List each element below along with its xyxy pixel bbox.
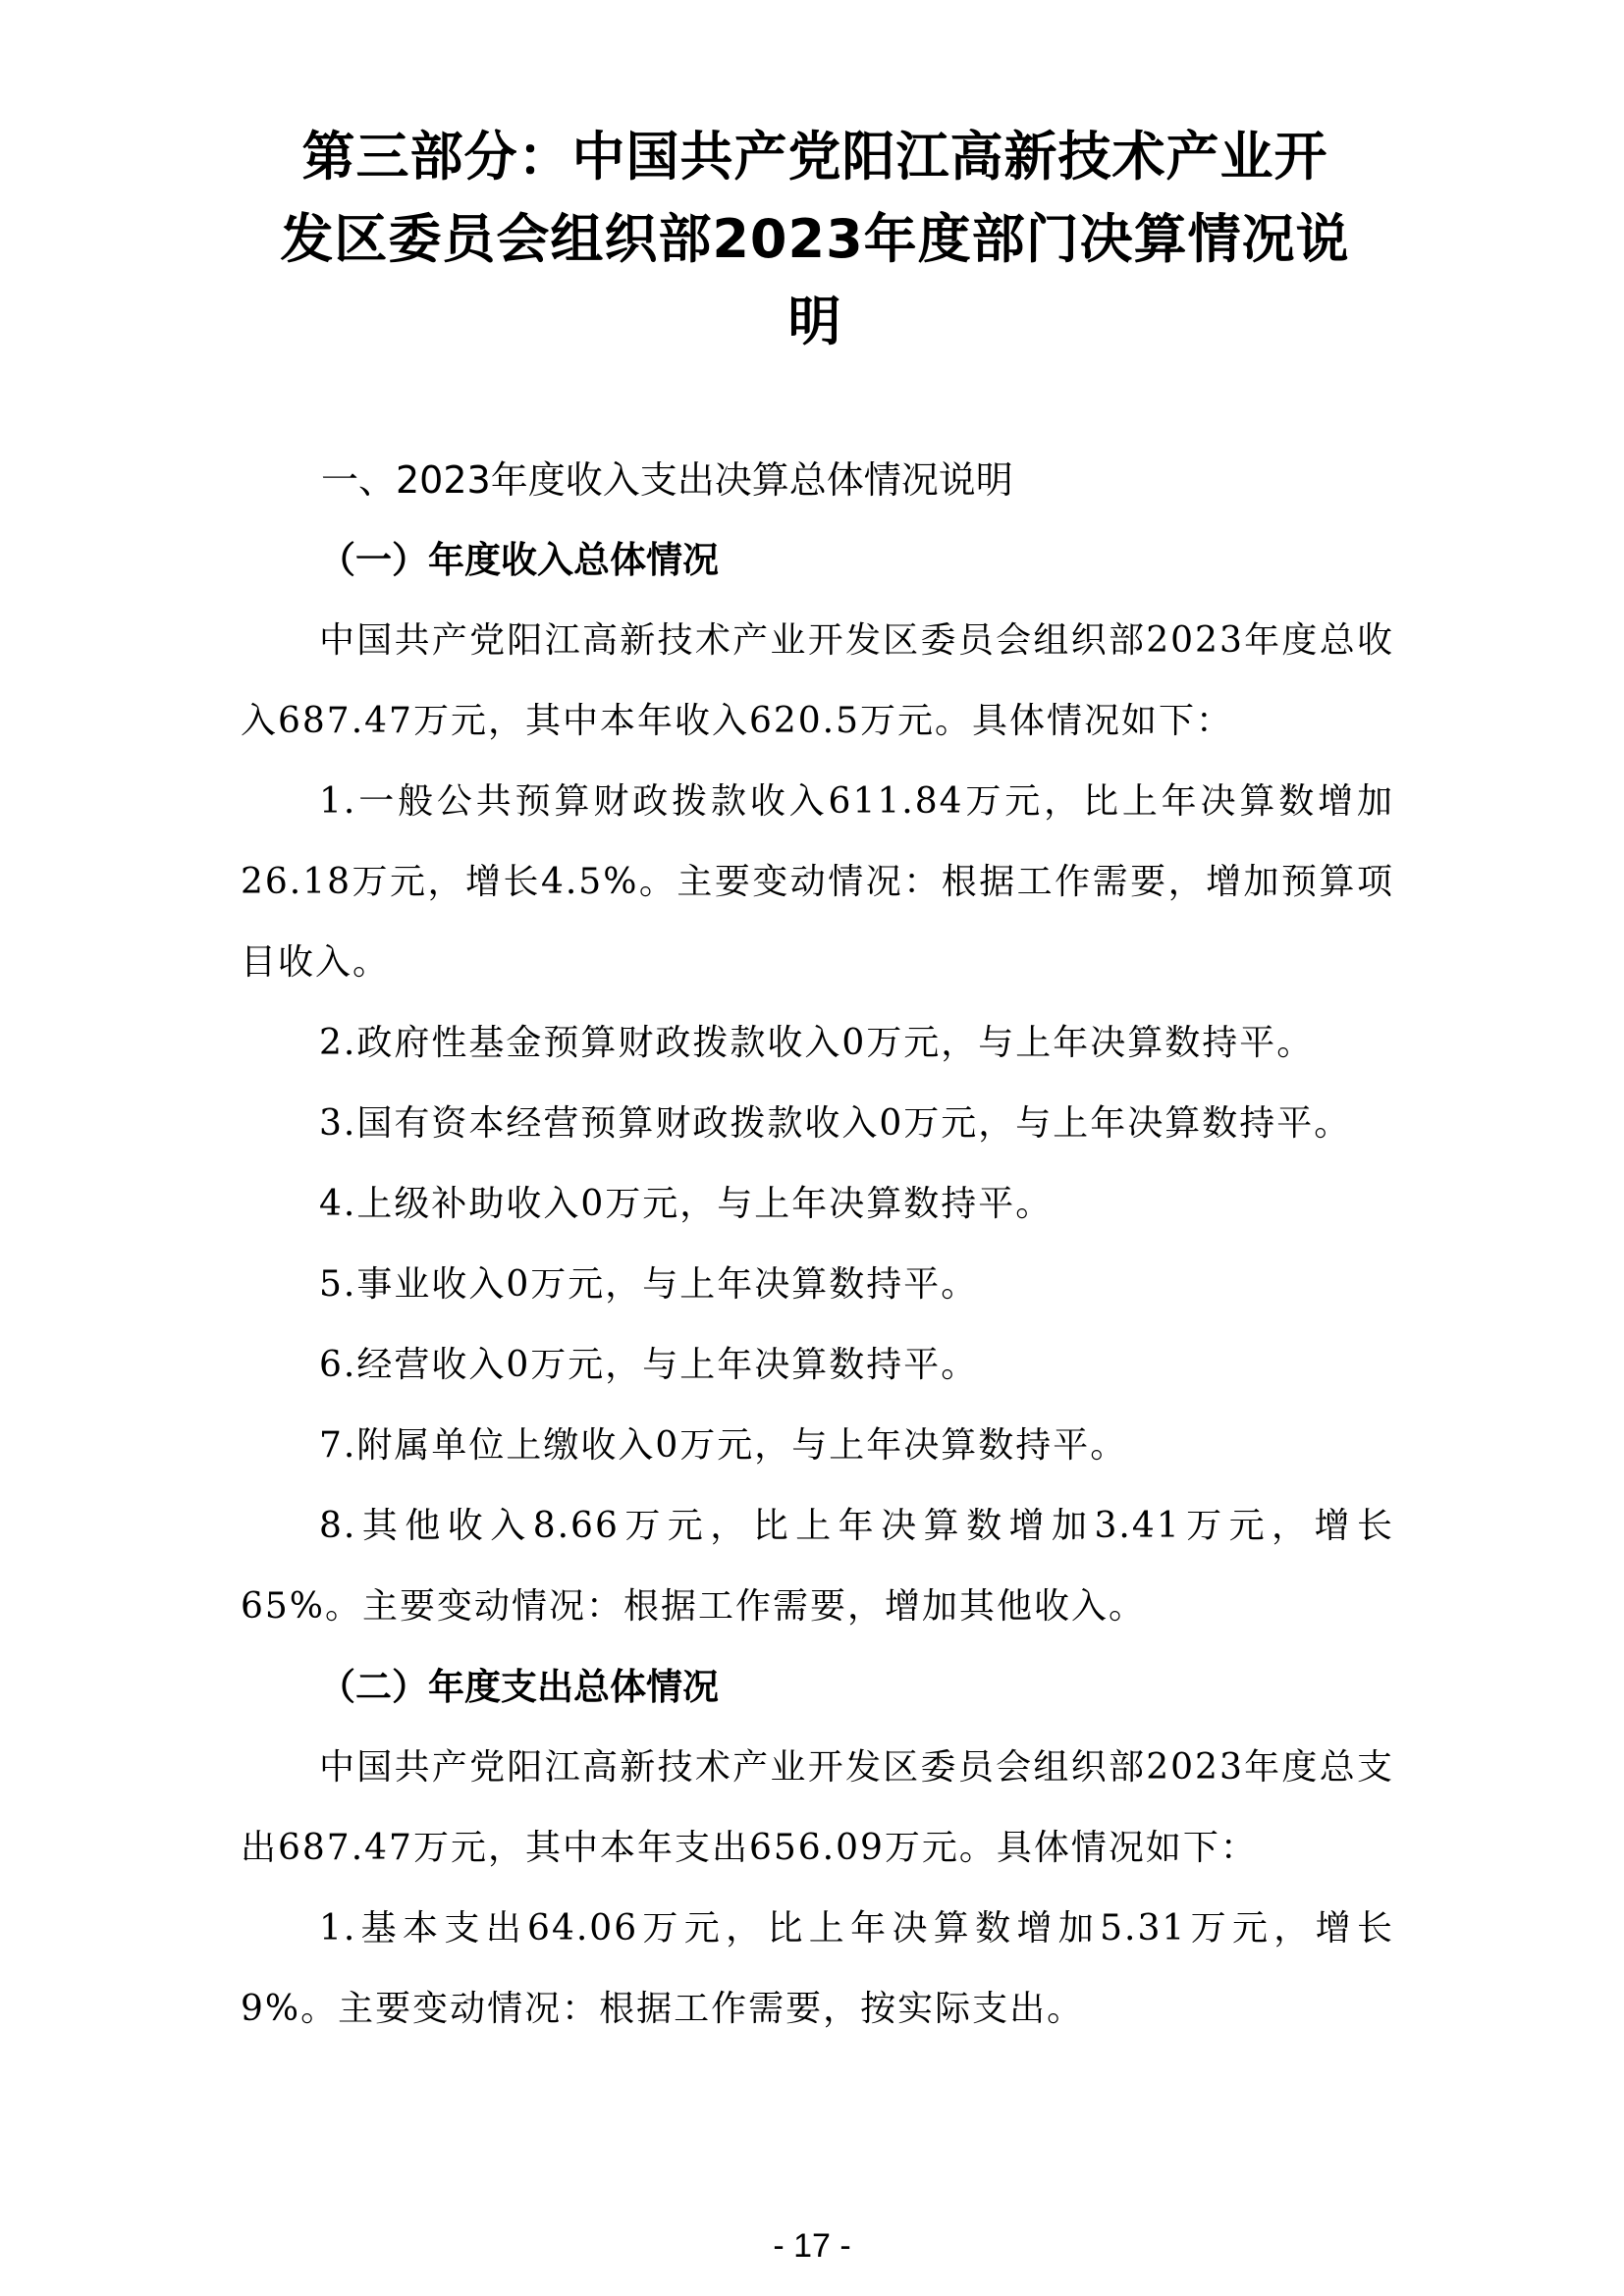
expenditure-intro-paragraph: 中国共产党阳江高新技术产业开发区委员会组织部2023年度总支出687.47万元，其中本年支出656.09万元。具体情况如下： bbox=[241, 1747, 1394, 1868]
income-item-business: 5.事业收入0万元，与上年决算数持平。 bbox=[319, 1264, 979, 1305]
title-line: 明 bbox=[787, 291, 842, 352]
income-item-state-capital: 3.国有资本经营预算财政拨款收入0万元，与上年决算数持平。 bbox=[319, 1103, 1352, 1144]
income-item-superior-subsidy: 4.上级补助收入0万元，与上年决算数持平。 bbox=[319, 1184, 1054, 1224]
expenditure-item-basic: 1.基本支出64.06万元，比上年决算数增加5.31万元，增长9%。主要变动情况：根据工作需要，按实际支出。 bbox=[241, 1908, 1394, 2029]
subsection-heading-expenditure: （二）年度支出总体情况 bbox=[319, 1666, 719, 1708]
title-line: 发区委员会组织部2023年度部门决算情况说 bbox=[280, 208, 1350, 270]
income-intro-paragraph: 中国共产党阳江高新技术产业开发区委员会组织部2023年度总收入687.47万元，其中本年收入620.5万元。具体情况如下： bbox=[241, 620, 1394, 741]
subsection-heading-income: （一）年度收入总体情况 bbox=[319, 539, 719, 581]
income-item-gov-fund: 2.政府性基金预算财政拨款收入0万元，与上年决算数持平。 bbox=[319, 1023, 1315, 1063]
title-line: 第三部分：中国共产党阳江高新技术产业开 bbox=[301, 126, 1328, 187]
document-body bbox=[241, 440, 1394, 2050]
income-item-affiliated-units: 7.附属单位上缴收入0万元，与上年决算数持平。 bbox=[319, 1425, 1128, 1466]
income-item-general-budget: 1.一般公共预算财政拨款收入611.84万元，比上年决算数增加26.18万元，增长4.5%。主要变动情况：根据工作需要，增加预算项目收入。 bbox=[241, 781, 1394, 983]
income-item-operating: 6.经营收入0万元，与上年决算数持平。 bbox=[319, 1345, 979, 1385]
page-number: - 17 - bbox=[773, 2227, 851, 2265]
section-heading-overview: 一、2023年度收入支出决算总体情况说明 bbox=[321, 458, 1013, 502]
document-title bbox=[236, 116, 1394, 363]
income-item-other: 8.其他收入8.66万元，比上年决算数增加3.41万元，增长65%。主要变动情况：根据工作需要，增加其他收入。 bbox=[241, 1506, 1394, 1627]
